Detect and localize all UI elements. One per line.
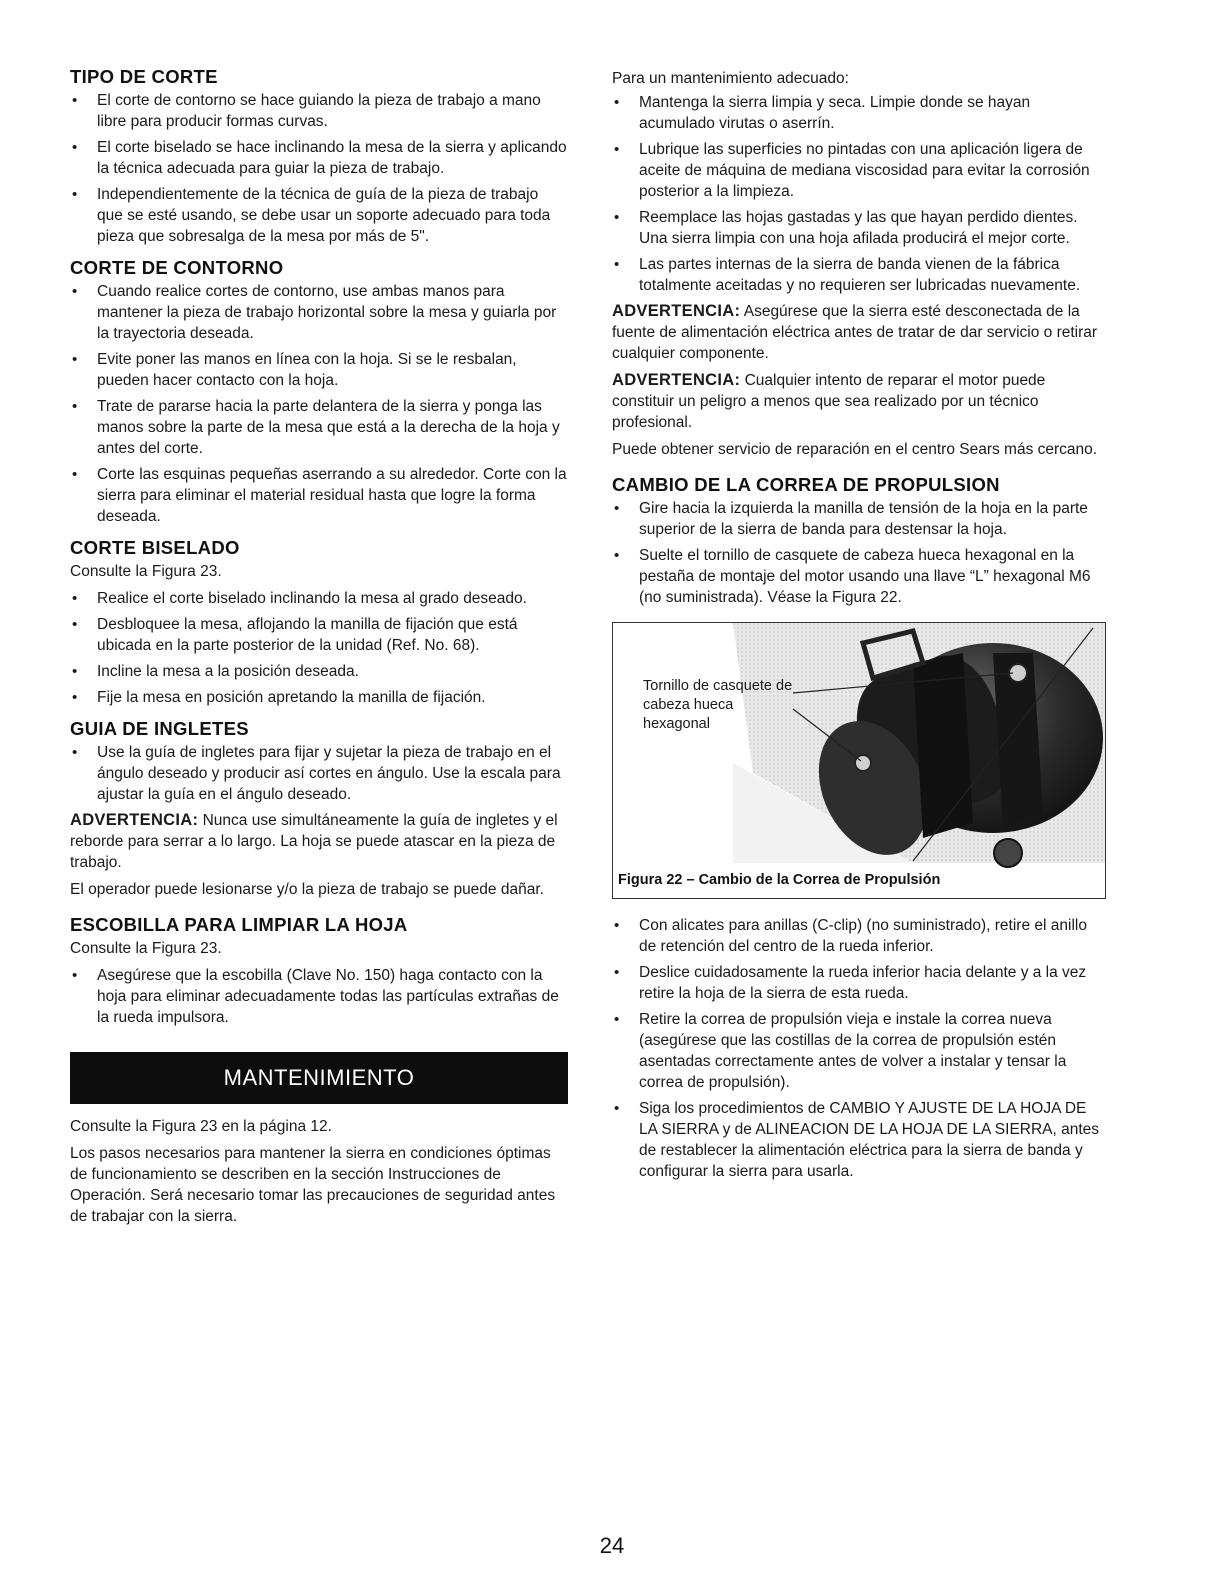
section-title-corte-biselado: CORTE BISELADO <box>70 537 240 558</box>
list-item: • Asegúrese que la escobilla (Clave No. 150) haga contacto con la hoja para eliminar adecuadamente todas las partículas extrañas de la rueda impulsora. <box>70 965 568 1028</box>
page-number: 24 <box>599 1533 625 1558</box>
list-item: • Evite poner las manos en línea con la hoja. Si se le resbalan, pueden hacer contacto con la hoja. <box>70 349 568 391</box>
list-item: • Fije la mesa en posición apretando la manilla de fijación. <box>70 687 568 708</box>
list-item: • Mantenga la sierra limpia y seca. Limpie donde se hayan acumulado virutas o aserrín. <box>612 92 1106 134</box>
section-title-guia-de-ingletes: GUIA DE INGLETES <box>70 718 249 739</box>
maintenance-list <box>612 92 1106 296</box>
list-item: • El corte de contorno se hace guiando la pieza de trabajo a mano libre para producir formas curvas. <box>70 90 568 132</box>
section-title-tipo-de-corte: TIPO DE CORTE <box>70 66 218 87</box>
mantenimiento-banner: MANTENIMIENTO <box>70 1052 568 1104</box>
guia-de-ingletes-list <box>70 742 568 805</box>
section-title-corte-de-contorno: CORTE DE CONTORNO <box>70 257 284 278</box>
ingletes-note: El operador puede lesionarse y/o la pieza de trabajo se puede dañar. <box>70 881 544 898</box>
warning-motor <box>612 370 1106 433</box>
list-item: • Lubrique las superficies no pintadas con una aplicación ligera de aceite de máquina de mediana viscosidad para evitar la corrosión posterior a la limpieza. <box>612 139 1106 202</box>
list-item: • Use la guía de ingletes para fijar y sujetar la pieza de trabajo en el ángulo deseado y producir así cortes en ángulo. Use la escala para ajustar la guía en el ángulo deseado. <box>70 742 568 805</box>
section-title-escobilla: ESCOBILLA PARA LIMPIAR LA HOJA <box>70 914 408 935</box>
biselado-intro: Consulte la Figura 23. <box>70 563 222 580</box>
service-note: Puede obtener servicio de reparación en el centro Sears más cercano. <box>612 441 1098 458</box>
list-item: • Las partes internas de la sierra de banda vienen de la fábrica totalmente aceitadas y no requieren ser lubricadas nuevamente. <box>612 254 1106 296</box>
cambio-correa-list-a <box>612 498 1106 608</box>
escobilla-intro: Consulte la Figura 23. <box>70 940 222 957</box>
list-item: • Gire hacia la izquierda la manilla de tensión de la hoja en la parte superior de la sierra de banda para destensar la hoja. <box>612 498 1106 540</box>
list-item: • Retire la correa de propulsión vieja e instale la correa nueva (asegúrese que las costillas de la correa de propulsión estén asentadas correctamente antes de volver a instalar y tensar la correa de propulsión). <box>612 1009 1106 1093</box>
list-item: • Trate de pararse hacia la parte delantera de la sierra y ponga las manos sobre la parte de la mesa que está a la derecha de la hoja y antes del corte. <box>70 396 568 459</box>
warning-label: ADVERTENCIA: <box>70 811 199 829</box>
list-item: • El corte biselado se hace inclinando la mesa de la sierra y aplicando la técnica adecuada para guiar la pieza de trabajo. <box>70 137 568 179</box>
warning-text: Nunca use simultáneamente la guía de ingletes y el reborde para serrar a lo largo. La hoja se puede atascar en la pieza de trabajo. <box>70 812 558 871</box>
list-item: • Cuando realice cortes de contorno, use ambas manos para mantener la pieza de trabajo horizontal sobre la mesa y guiarla por la trayectoria deseada. <box>70 281 568 344</box>
warning-label: ADVERTENCIA: <box>612 302 741 320</box>
warning-disconnect <box>612 301 1106 364</box>
right-column <box>612 68 1106 1187</box>
figure-caption: Figura 22 – Cambio de la Correa de Propulsión <box>618 872 941 888</box>
warning-text: Cualquier intento de reparar el motor puede constituir un peligro a menos que sea realizado por un técnico profesional. <box>612 372 1046 431</box>
corte-de-contorno-list <box>70 281 568 527</box>
list-item: • Con alicates para anillas (C-clip) (no suministrado), retire el anillo de retención del centro de la rueda inferior. <box>612 915 1106 957</box>
escobilla-list <box>70 965 568 1028</box>
list-item: • Reemplace las hojas gastadas y las que hayan perdido dientes. Una sierra limpia con una hoja afilada producirá el mejor corte. <box>612 207 1106 249</box>
list-item: • Suelte el tornillo de casquete de cabeza hueca hexagonal en la pestaña de montaje del motor usando una llave “L” hexagonal M6 (no suministrada). Véase la Figura 22. <box>612 545 1106 608</box>
section-title-cambio-correa: CAMBIO DE LA CORREA DE PROPULSION <box>612 474 1000 495</box>
corte-biselado-list <box>70 588 568 708</box>
list-item: • Desbloquee la mesa, aflojando la manilla de fijación que está ubicada en la parte posterior de la unidad (Ref. No. 68). <box>70 614 568 656</box>
list-item: • Deslice cuidadosamente la rueda inferior hacia delante y a la vez retire la hoja de la sierra de esta rueda. <box>612 962 1106 1004</box>
cambio-correa-list-b <box>612 915 1106 1182</box>
list-item: • Siga los procedimientos de CAMBIO Y AJUSTE DE LA HOJA DE LA SIERRA y de ALINEACION DE LA HOJA DE LA SIERRA, antes de restablecer la alimentación eléctrica para la sierra de banda y configurar la sierra para usarla. <box>612 1098 1106 1182</box>
mantenimiento-ref: Consulte la Figura 23 en la página 12. <box>70 1118 332 1135</box>
maintenance-intro: Para un mantenimiento adecuado: <box>612 70 849 87</box>
left-column <box>70 66 568 1233</box>
figure-22 <box>612 622 1106 899</box>
mantenimiento-paragraph: Los pasos necesarios para mantener la sierra en condiciones óptimas de funcionamiento se describen en la sección Instrucciones de Operación. Será necesario tomar las precauciones de seguridad antes de trabajar con la sierra. <box>70 1145 556 1225</box>
figure-callout-label: Tornillo de casquete de cabeza hueca hexagonal <box>643 678 793 732</box>
list-item: • Independientemente de la técnica de guía de la pieza de trabajo que se esté usando, se debe usar un soporte adecuado para toda pieza que sobresalga de la mesa por más de 5". <box>70 184 568 247</box>
warning-text: Asegúrese que la sierra esté desconectada de la fuente de alimentación eléctrica antes de tratar de dar servicio o retirar cualquier componente. <box>612 303 1098 362</box>
list-item: • Incline la mesa a la posición deseada. <box>70 661 568 682</box>
list-item: • Corte las esquinas pequeñas aserrando a su alrededor. Corte con la sierra para eliminar el material residual hasta que logre la forma deseada. <box>70 464 568 527</box>
tipo-de-corte-list <box>70 90 568 247</box>
ingletes-warning <box>70 810 568 873</box>
warning-label: ADVERTENCIA: <box>612 371 741 389</box>
motor-photo-illustration <box>613 623 1106 899</box>
list-item: • Realice el corte biselado inclinando la mesa al grado deseado. <box>70 588 568 609</box>
